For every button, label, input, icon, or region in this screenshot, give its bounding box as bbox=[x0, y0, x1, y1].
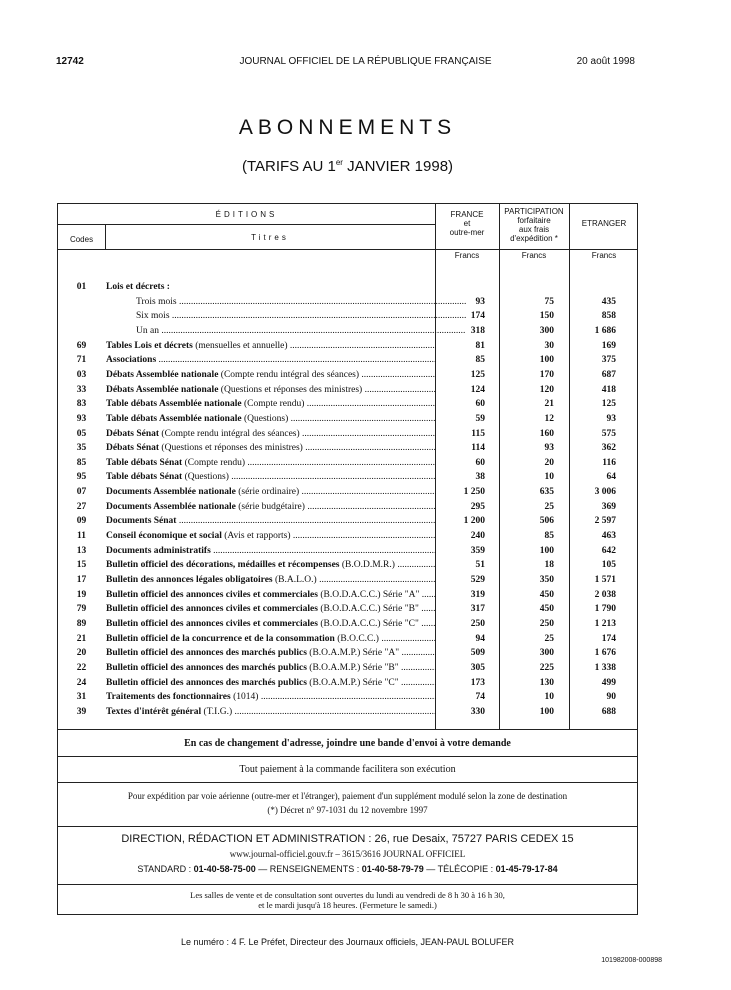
price-france: 124 bbox=[470, 384, 485, 395]
row-title-main: Bulletin officiel des annonces des marchés publics bbox=[106, 648, 307, 659]
row-title bbox=[106, 324, 466, 339]
price-france: 250 bbox=[470, 618, 485, 629]
row-title bbox=[106, 632, 436, 647]
row-title-detail: (Avis et rapports) bbox=[221, 531, 291, 542]
row-title-main: Bulletin des annonces légales obligatoires bbox=[106, 575, 273, 585]
price-participation: 100 bbox=[539, 706, 554, 717]
row-title-main: Documents Assemblée nationale bbox=[106, 487, 236, 498]
price-france: 74 bbox=[475, 692, 485, 703]
price-participation: 506 bbox=[539, 516, 554, 527]
header-participation: PARTICIPATION forfaitaire aux frais d'expédition * bbox=[504, 207, 564, 243]
row-title bbox=[106, 514, 436, 529]
row-code: 83 bbox=[76, 399, 87, 410]
row-title-detail: (B.O.C.C.) bbox=[334, 633, 379, 644]
row-title-detail: (B.O.D.M.R.) bbox=[339, 560, 395, 571]
payment-note: Tout paiement à la commande facilitera son exécution bbox=[57, 757, 638, 783]
header-codes: Codes bbox=[69, 235, 94, 244]
price-etranger: 90 bbox=[606, 692, 616, 703]
phone-line: STANDARD : 01-40-58-75-00 — RENSEIGNEMENTS : 01-40-58-79-79 — TÉLÉCOPIE : 01-45-79-17-84 bbox=[137, 864, 558, 874]
row-title-detail: (B.A.L.O.) bbox=[272, 575, 317, 585]
table-row bbox=[58, 573, 639, 588]
header-editions: ÉDITIONS bbox=[215, 210, 278, 219]
row-title-main: Table débats Sénat bbox=[106, 457, 183, 468]
price-participation: 350 bbox=[539, 575, 554, 585]
direction-line: DIRECTION, RÉDACTION ET ADMINISTRATION : 26, rue Desaix, 75727 PARIS CEDEX 15 bbox=[121, 833, 574, 845]
table-row bbox=[58, 397, 639, 412]
price-participation: 93 bbox=[544, 443, 554, 454]
price-france: 93 bbox=[475, 296, 485, 307]
row-title bbox=[106, 544, 436, 559]
price-france: 59 bbox=[475, 413, 485, 424]
row-code: 33 bbox=[76, 384, 87, 395]
price-france: 529 bbox=[470, 575, 485, 585]
price-etranger: 174 bbox=[601, 633, 616, 644]
price-participation: 225 bbox=[539, 662, 554, 673]
row-code: 93 bbox=[76, 413, 87, 424]
row-title-main: Bulletin officiel de la concurrence et de la consommation bbox=[106, 633, 335, 644]
price-participation: 25 bbox=[544, 633, 554, 644]
row-title-main: Associations bbox=[106, 355, 157, 366]
row-title-main: Bulletin officiel des annonces des marchés publics bbox=[106, 662, 307, 673]
table-row bbox=[58, 383, 639, 398]
row-title-detail: (Questions et réponses des ministres) bbox=[218, 384, 363, 395]
row-title-main: Documents Assemblée nationale bbox=[106, 501, 236, 512]
row-title-detail: (Compte rendu intégral des séances) bbox=[218, 369, 360, 380]
row-title bbox=[106, 470, 436, 485]
row-title-detail: Six mois bbox=[136, 311, 170, 322]
page-subtitle: (TARIFS AU 1er JANVIER 1998) bbox=[241, 158, 454, 175]
price-france: 295 bbox=[470, 501, 485, 512]
table-row bbox=[58, 514, 639, 529]
row-title bbox=[106, 485, 436, 500]
row-title bbox=[106, 573, 436, 588]
price-etranger: 93 bbox=[606, 413, 616, 424]
row-title bbox=[106, 280, 436, 295]
row-code: 11 bbox=[77, 531, 86, 542]
row-title-main: Table débats Assemblée nationale bbox=[106, 413, 242, 424]
row-title bbox=[106, 309, 466, 324]
subscription-table bbox=[57, 203, 638, 730]
price-france: 173 bbox=[470, 677, 485, 688]
price-etranger: 1 338 bbox=[594, 662, 616, 673]
row-title-detail: (Questions et réponses des ministres) bbox=[159, 443, 303, 454]
price-etranger: 858 bbox=[601, 311, 616, 322]
price-france: 359 bbox=[470, 545, 485, 556]
row-title-detail: (série budgétaire) bbox=[235, 501, 305, 512]
row-title-main: Lois et décrets : bbox=[106, 282, 170, 292]
price-etranger: 2 597 bbox=[594, 516, 616, 527]
price-france: 1 200 bbox=[463, 516, 485, 527]
table-row bbox=[58, 368, 639, 383]
journal-name: JOURNAL OFFICIEL DE LA RÉPUBLIQUE FRANÇAISE bbox=[239, 56, 492, 67]
table-row bbox=[58, 324, 639, 339]
price-france: 125 bbox=[470, 369, 485, 380]
row-title-detail: Un an bbox=[136, 325, 159, 336]
price-etranger: 362 bbox=[601, 443, 616, 454]
row-title-main: Bulletin officiel des annonces des marchés publics bbox=[106, 677, 307, 688]
price-participation: 10 bbox=[544, 472, 554, 483]
price-france: 81 bbox=[475, 340, 485, 351]
price-participation: 100 bbox=[539, 355, 554, 366]
unit-participation: Francs bbox=[521, 251, 547, 260]
price-etranger: 1 571 bbox=[594, 575, 616, 585]
price-participation: 160 bbox=[539, 428, 554, 439]
price-participation: 12 bbox=[544, 413, 554, 424]
price-france: 1 250 bbox=[463, 487, 485, 498]
row-code: 15 bbox=[76, 560, 87, 571]
row-title-detail: (Questions) bbox=[241, 413, 289, 424]
table-row bbox=[58, 441, 639, 456]
row-title bbox=[106, 690, 436, 705]
row-title bbox=[106, 412, 436, 427]
price-participation: 10 bbox=[544, 692, 554, 703]
price-etranger: 64 bbox=[606, 472, 616, 483]
row-code: 71 bbox=[76, 355, 87, 366]
row-title-main: Bulletin officiel des annonces civiles et commerciales bbox=[106, 618, 318, 629]
row-code: 09 bbox=[76, 516, 87, 527]
table-row bbox=[58, 339, 639, 354]
row-title-detail: (Compte rendu) bbox=[182, 457, 245, 468]
row-title-detail: (B.O.A.M.P.) Série "A" bbox=[306, 648, 400, 659]
row-code: 21 bbox=[76, 633, 87, 644]
row-title-main: Bulletin officiel des annonces civiles et commerciales bbox=[106, 604, 318, 615]
row-code: 79 bbox=[76, 604, 87, 615]
row-title bbox=[106, 383, 436, 398]
row-title-main: Tables Lois et décrets bbox=[106, 340, 193, 351]
table-row bbox=[58, 280, 639, 295]
row-title bbox=[106, 588, 436, 603]
price-etranger: 1 790 bbox=[594, 604, 616, 615]
row-title bbox=[106, 368, 436, 383]
price-etranger: 375 bbox=[601, 355, 616, 366]
price-participation: 120 bbox=[539, 384, 554, 395]
price-etranger: 105 bbox=[601, 560, 616, 571]
price-etranger: 418 bbox=[601, 384, 616, 395]
table-row bbox=[58, 470, 639, 485]
price-etranger: 575 bbox=[601, 428, 616, 439]
row-title bbox=[106, 617, 436, 632]
row-title bbox=[106, 456, 436, 471]
row-title-main: Bulletin officiel des annonces civiles et commerciales bbox=[106, 589, 318, 600]
price-etranger: 1 676 bbox=[594, 648, 616, 659]
row-code: 22 bbox=[76, 662, 87, 673]
header-france: FRANCE et outre-mer bbox=[449, 210, 485, 237]
row-code: 89 bbox=[76, 618, 87, 629]
price-participation: 170 bbox=[539, 369, 554, 380]
air-mail-note bbox=[57, 783, 638, 827]
header-divider bbox=[58, 249, 637, 250]
price-france: 114 bbox=[471, 443, 485, 454]
row-code: 95 bbox=[76, 472, 87, 483]
row-title bbox=[106, 646, 436, 661]
row-title-main: Textes d'intérêt général bbox=[106, 706, 202, 717]
price-participation: 18 bbox=[544, 560, 554, 571]
row-title-detail: (B.O.D.A.C.C.) Série "C" bbox=[317, 618, 419, 629]
row-title-detail: (T.I.G.) bbox=[201, 706, 233, 717]
row-title-detail: (série ordinaire) bbox=[235, 487, 300, 498]
air-mail-text: Pour expédition par voie aérienne (outre-mer et l'étranger), paiement d'un supplément modulé selon la zone de destination bbox=[127, 791, 568, 801]
row-code: 17 bbox=[76, 575, 87, 585]
price-france: 305 bbox=[470, 662, 485, 673]
table-row bbox=[58, 558, 639, 573]
row-title-main: Débats Assemblée nationale bbox=[106, 369, 219, 380]
table-row bbox=[58, 353, 639, 368]
table-row bbox=[58, 544, 639, 559]
row-code: 07 bbox=[76, 487, 87, 498]
price-etranger: 169 bbox=[601, 340, 616, 351]
address-change-note: En cas de changement d'adresse, joindre une bande d'envoi à votre demande bbox=[57, 730, 638, 757]
unit-etranger: Francs bbox=[591, 251, 617, 260]
price-participation: 450 bbox=[539, 604, 554, 615]
row-title-main: Conseil économique et social bbox=[106, 531, 222, 542]
price-france: 317 bbox=[470, 604, 485, 615]
row-title-main: Table débats Assemblée nationale bbox=[106, 399, 242, 410]
row-title bbox=[106, 558, 436, 573]
header-divider bbox=[58, 224, 435, 225]
price-france: 38 bbox=[475, 472, 485, 483]
price-participation: 250 bbox=[539, 618, 554, 629]
header-titres: Titres bbox=[251, 233, 289, 242]
table-row bbox=[58, 485, 639, 500]
table-row bbox=[58, 632, 639, 647]
issue-date: 20 août 1998 bbox=[576, 56, 635, 67]
price-participation: 30 bbox=[544, 340, 554, 351]
row-title-main: Table débats Sénat bbox=[106, 472, 183, 483]
row-title bbox=[106, 397, 436, 412]
price-france: 330 bbox=[470, 706, 485, 717]
row-code: 13 bbox=[76, 545, 87, 556]
row-title-detail: (1014) bbox=[230, 692, 259, 703]
row-title-detail: (B.O.D.A.C.C.) Série "A" bbox=[317, 589, 420, 600]
row-code: 35 bbox=[76, 443, 87, 454]
price-participation: 75 bbox=[544, 296, 554, 307]
price-etranger: 2 038 bbox=[594, 589, 616, 600]
row-code: 19 bbox=[76, 589, 87, 600]
row-code: 03 bbox=[76, 369, 87, 380]
row-title-detail: (B.O.A.M.P.) Série "B" bbox=[306, 662, 399, 673]
price-etranger: 499 bbox=[601, 677, 616, 688]
price-participation: 300 bbox=[539, 325, 554, 336]
price-etranger: 1 213 bbox=[594, 618, 616, 629]
price-participation: 450 bbox=[539, 589, 554, 600]
price-participation: 20 bbox=[544, 457, 554, 468]
price-france: 51 bbox=[475, 560, 485, 571]
row-title-detail: (Questions) bbox=[182, 472, 229, 483]
price-etranger: 3 006 bbox=[594, 487, 616, 498]
price-participation: 300 bbox=[539, 648, 554, 659]
table-row bbox=[58, 705, 639, 720]
price-etranger: 687 bbox=[601, 369, 616, 380]
row-title-detail: (B.O.D.A.C.C.) Série "B" bbox=[317, 604, 419, 615]
row-code: 27 bbox=[76, 501, 87, 512]
row-title-detail: (Compte rendu intégral des séances) bbox=[159, 428, 300, 439]
row-code: 05 bbox=[76, 428, 87, 439]
row-code: 01 bbox=[76, 282, 87, 292]
web-line: www.journal-officiel.gouv.fr – 3615/3616 JOURNAL OFFICIEL bbox=[229, 849, 466, 859]
table-row bbox=[58, 617, 639, 632]
row-title-detail: (Compte rendu) bbox=[241, 399, 305, 410]
price-france: 174 bbox=[470, 311, 485, 322]
price-participation: 130 bbox=[539, 677, 554, 688]
footer-text: Le numéro : 4 F. Le Préfet, Directeur des Journaux officiels, JEAN-PAUL BOLUFER bbox=[181, 937, 514, 947]
table-row bbox=[58, 412, 639, 427]
table-row bbox=[58, 690, 639, 705]
row-code: 39 bbox=[76, 706, 87, 717]
row-code: 31 bbox=[76, 692, 87, 703]
table-row bbox=[58, 295, 639, 310]
row-title-detail: (mensuelles et annuelle) bbox=[192, 340, 288, 351]
row-title bbox=[106, 295, 466, 310]
row-title bbox=[106, 441, 436, 456]
price-etranger: 116 bbox=[602, 457, 616, 468]
price-participation: 21 bbox=[544, 399, 554, 410]
page-number: 12742 bbox=[56, 56, 84, 67]
row-title-main: Débats Sénat bbox=[106, 443, 160, 454]
table-row bbox=[58, 588, 639, 603]
price-participation: 150 bbox=[539, 311, 554, 322]
price-etranger: 642 bbox=[601, 545, 616, 556]
row-title bbox=[106, 602, 436, 617]
price-france: 319 bbox=[470, 589, 485, 600]
opening-hours: Les salles de vente et de consultation sont ouvertes du lundi au vendredi de 8 h 30 à 16 h 30, et le mardi jusqu'à 18 heures. (Fermeture le samedi.) bbox=[57, 885, 638, 915]
price-france: 115 bbox=[471, 428, 485, 439]
table-row bbox=[58, 456, 639, 471]
price-etranger: 1 686 bbox=[594, 325, 616, 336]
price-participation: 100 bbox=[539, 545, 554, 556]
row-title-detail: Trois mois bbox=[136, 296, 177, 307]
header-etranger: ETRANGER bbox=[581, 219, 627, 228]
price-france: 94 bbox=[475, 633, 485, 644]
row-title bbox=[106, 339, 436, 354]
contact-block bbox=[57, 827, 638, 885]
row-title bbox=[106, 500, 436, 515]
price-france: 318 bbox=[470, 325, 485, 336]
price-etranger: 688 bbox=[601, 706, 616, 717]
row-title bbox=[106, 529, 436, 544]
row-title-main: Bulletin officiel des décorations, médailles et récompenses bbox=[106, 560, 340, 571]
table-row bbox=[58, 646, 639, 661]
row-title bbox=[106, 705, 436, 720]
price-etranger: 125 bbox=[601, 399, 616, 410]
price-france: 60 bbox=[475, 399, 485, 410]
table-row bbox=[58, 602, 639, 617]
price-france: 60 bbox=[475, 457, 485, 468]
row-title-main: Traitements des fonctionnaires bbox=[106, 692, 231, 703]
row-code: 24 bbox=[76, 677, 87, 688]
table-row bbox=[58, 676, 639, 691]
price-etranger: 435 bbox=[601, 296, 616, 307]
table-row bbox=[58, 500, 639, 515]
price-france: 240 bbox=[470, 531, 485, 542]
row-title-main: Documents administratifs bbox=[106, 545, 211, 556]
row-title-detail: (B.O.A.M.P.) Série "C" bbox=[306, 677, 399, 688]
decree-text: (*) Décret n° 97-1031 du 12 novembre 1997 bbox=[267, 805, 428, 815]
table-row bbox=[58, 661, 639, 676]
table-row bbox=[58, 309, 639, 324]
row-code: 69 bbox=[76, 340, 87, 351]
price-participation: 25 bbox=[544, 501, 554, 512]
price-participation: 85 bbox=[544, 531, 554, 542]
price-france: 85 bbox=[475, 355, 485, 366]
row-title-main: Débats Assemblée nationale bbox=[106, 384, 219, 395]
row-title bbox=[106, 661, 436, 676]
row-title-main: Débats Sénat bbox=[106, 428, 160, 439]
price-participation: 635 bbox=[539, 487, 554, 498]
row-title bbox=[106, 676, 436, 691]
price-etranger: 369 bbox=[601, 501, 616, 512]
price-france: 509 bbox=[470, 648, 485, 659]
row-title bbox=[106, 427, 436, 442]
row-title bbox=[106, 353, 436, 368]
unit-france: Francs bbox=[454, 251, 480, 260]
row-code: 20 bbox=[76, 648, 87, 659]
price-etranger: 463 bbox=[601, 531, 616, 542]
page-title: ABONNEMENTS bbox=[238, 116, 457, 139]
table-row bbox=[58, 529, 639, 544]
row-title-main: Documents Sénat bbox=[106, 516, 177, 527]
document-reference: 101982008-000898 bbox=[601, 957, 662, 964]
row-code: 85 bbox=[76, 457, 87, 468]
table-row bbox=[58, 427, 639, 442]
